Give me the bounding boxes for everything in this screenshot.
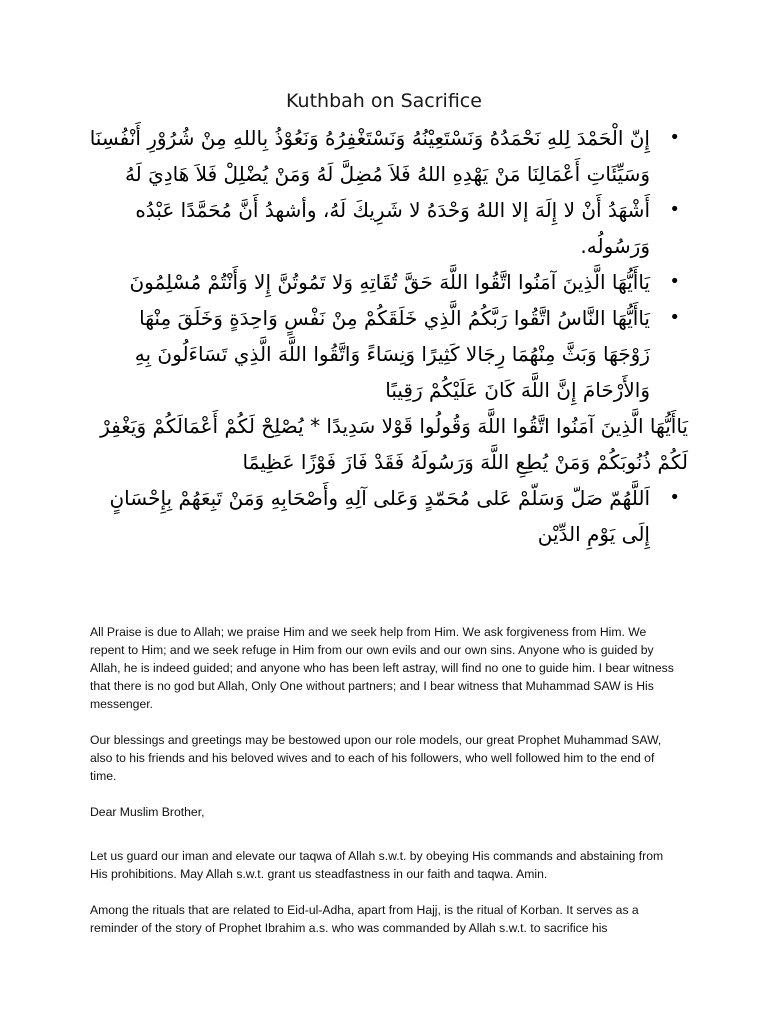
english-body	[90, 623, 680, 955]
arabic-item-5	[88, 408, 688, 480]
arabic-text: يَاأَيُّهَا الَّذِينَ آمَنُوا اتَّقُوا اللَّهَ وَقُولُوا قَوْلا سَدِيدًا * يُصْلِحْ لَكُمْ أَعْمَالَكُمْ وَيَغْفِرْ لَكُمْ ذُنُوبَكُمْ وَمَنْ يُطِعِ اللَّهَ وَرَسُولَهُ فَقَدْ فَازَ فَوْزًا عَظِيمًا	[100, 414, 688, 474]
arabic-item-6	[88, 480, 688, 552]
arabic-text: إِنّ الْحَمْدَ لِلهِ نَحْمَدُهُ وَنَسْتَعِيْنُهُ وَنَسْتَغْفِرُهُ وَنَعُوْذُ بِاللهِ مِنْ شُرُوْرِ أَنْفُسِنَا وَسَيِّئَاتِ أَعْمَالِنَا مَنْ يَهْدِهِ اللهُ فَلاَ مُضِلَّ لَهُ وَمَنْ يُضْلِلْ فَلاَ هَادِيَ لَهُ	[89, 126, 650, 186]
arabic-text: أَشْهَدُ أَنْ لا إِلَهَ إلا اللهُ وَحْدَهُ لا شَرِيكَ لَهُ، وأشهدُ أَنَّ مُحَمَّدًا عَبْدُه وَرَسُولُه.	[135, 198, 650, 258]
salutation: Dear Muslim Brother,	[90, 805, 205, 819]
arabic-item-3	[88, 264, 688, 300]
arabic-opening-list	[88, 120, 688, 552]
arabic-item-4	[88, 300, 688, 408]
english-paragraph: Let us guard our iman and elevate our taqwa of Allah s.w.t. by obeying His commands and abstaining from His prohibitions. May Allah s.w.t. grant us steadfastness in our faith and taqwa. Amin.	[90, 849, 664, 881]
bullet-icon: •	[669, 487, 680, 508]
english-paragraph: Our blessings and greetings may be bestowed upon our role models, our great Prophet Muhammad SAW, also to his friends and his beloved wives and to each of his followers, who well followed him to the end of time.	[90, 733, 662, 783]
arabic-item-1	[88, 120, 688, 192]
bullet-icon: •	[669, 199, 680, 220]
arabic-text: اَللَّهُمّ صَلّ وَسَلّمْ عَلى مُحَمّدٍ وَعَلى آلِهِ وأَصْحَابِهِ وَمَنْ تَبِعَهُمْ بِإِحْسَانٍ إِلَى يَوْمِ الدِّيْن	[109, 486, 650, 546]
arabic-item-2	[88, 192, 688, 264]
arabic-text: يَاأَيُّهَا النَّاسُ اتَّقُوا رَبَّكُمُ الَّذِي خَلَقَكُمْ مِنْ نَفْسٍ وَاحِدَةٍ وَخَلَقَ مِنْهَا زَوْجَهَا وَبَثَّ مِنْهُمَا رِجَالا كَثِيرًا وَنِسَاءً وَاتَّقُوا اللَّهَ الَّذِي تَسَاءَلُونَ بِهِ وَالأَرْحَامَ إِنَّ اللَّهَ كَانَ عَلَيْكُمْ رَقِيبًا	[134, 306, 650, 402]
english-paragraph: All Praise is due to Allah; we praise Him and we seek help from Him. We ask forgiveness from Him. We repent to Him; and we seek refuge in Him from our own evils and our own sins. Anyone who is guided by Allah, he is indeed guided; and anyone who has been left astray, will find no one to guide him. I bear witness that there is no god but Allah, Only One without partners; and I bear witness that Muhammad SAW is His messenger.	[90, 625, 674, 711]
bullet-icon: •	[669, 271, 680, 292]
arabic-text: يَاأَيُّهَا الَّذِينَ آمَنُوا اتَّقُوا اللَّهَ حَقَّ تُقَاتِهِ وَلا تَمُوتُنَّ إِلا وَأَنْتُمْ مُسْلِمُونَ	[129, 270, 650, 294]
bullet-icon: •	[669, 127, 680, 148]
bullet-icon: •	[669, 307, 680, 328]
document-title: Kuthbah on Sacrifice	[286, 90, 482, 112]
english-paragraph: Among the rituals that are related to Eid-ul-Adha, apart from Hajj, is the ritual of Korban. It serves as a reminder of the story of Prophet Ibrahim a.s. who was commanded by Allah s.w.t. to sacrifice his	[90, 903, 639, 935]
